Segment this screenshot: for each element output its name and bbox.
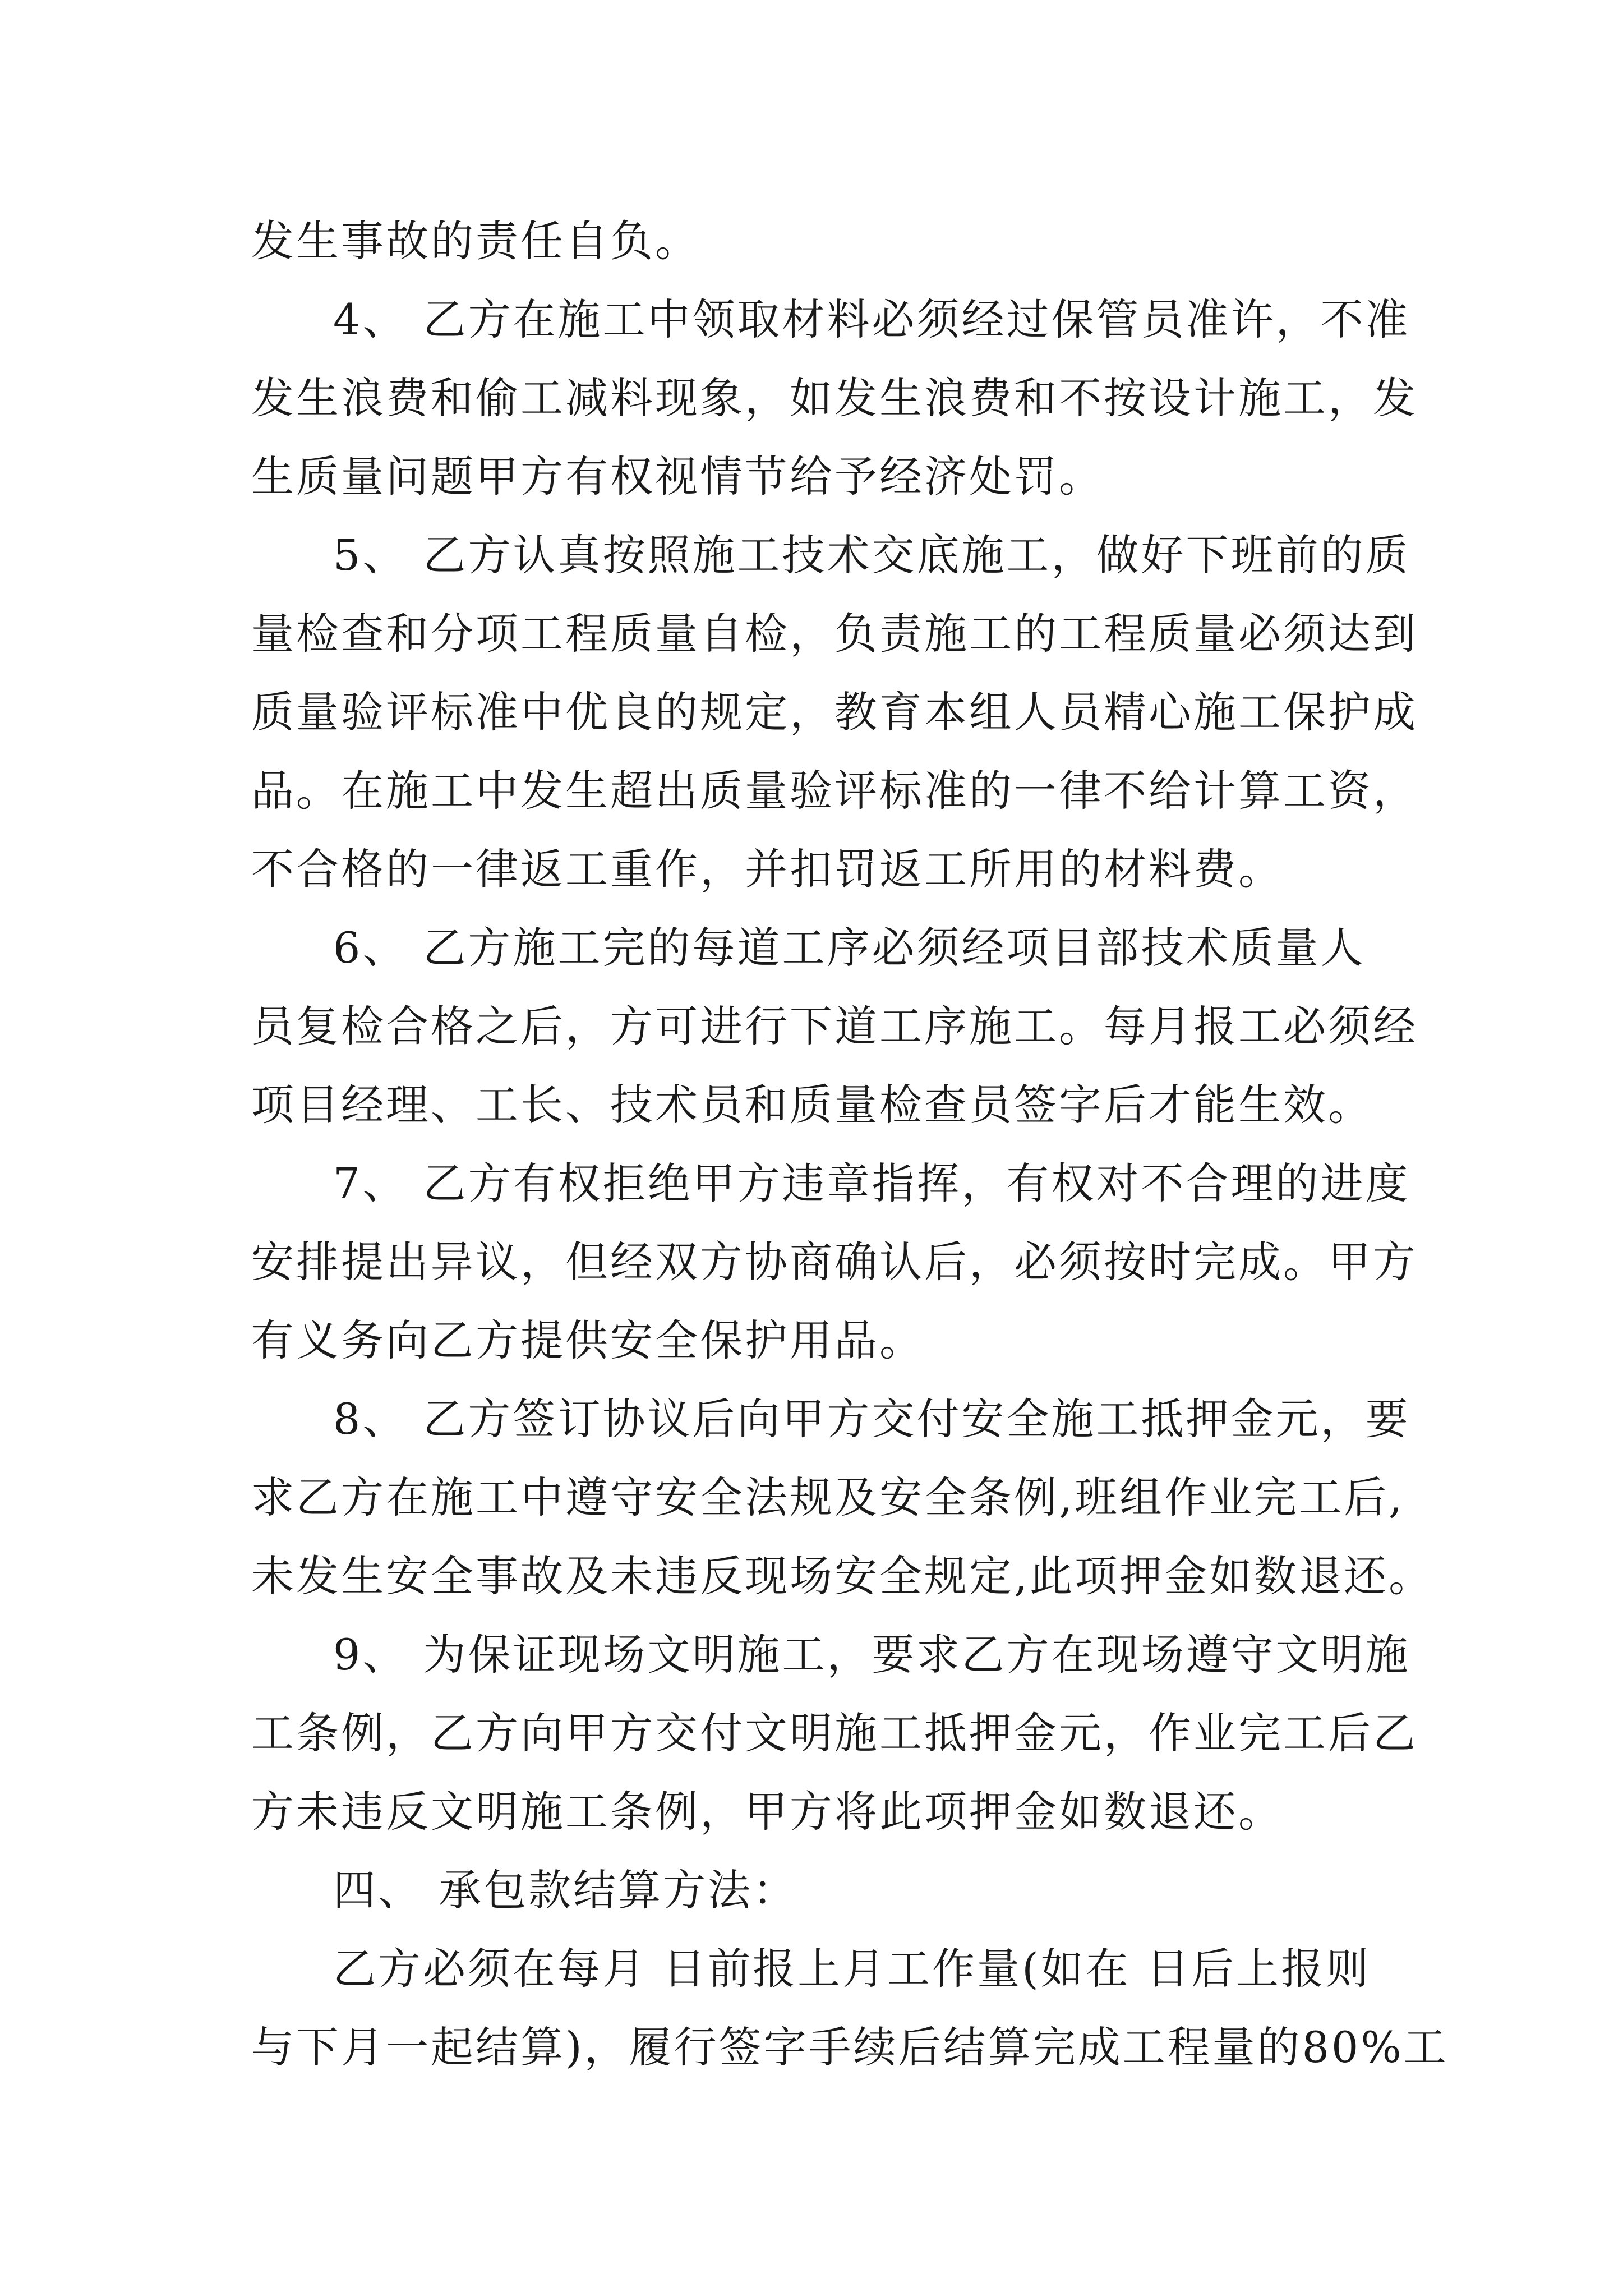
text-line-22: 四、 承包款结算方法：	[333, 1865, 798, 1915]
text-line-24: 与下月一起结算)，履行签字手续后结算完成工程量的80%工	[251, 2022, 1449, 2072]
text-line-14: 安排提出异议，但经双方协商确认后，必须按时完成。甲方	[251, 1237, 1418, 1287]
text-line-21: 方未违反文明施工条例，甲方将此项押金如数退还。	[251, 1787, 1283, 1837]
text-line-4: 生质量问题甲方有权视情节给予经济处罚。	[251, 452, 1104, 501]
text-line-23: 乙方必须在每月 日前报上月工作量(如在 日后上报则	[333, 1944, 1371, 1994]
text-line-10: 6、 乙方施工完的每道工序必须经项目部技术质量人	[333, 923, 1366, 973]
text-line-16: 8、 乙方签订协议后向甲方交付安全施工抵押金元，要	[333, 1394, 1410, 1444]
text-line-19: 9、 为保证现场文明施工，要求乙方在现场遵守文明施	[333, 1630, 1410, 1680]
text-line-9: 不合格的一律返工重作，并扣罚返工所用的材料费。	[251, 844, 1283, 894]
text-line-3: 发生浪费和偷工减料现象，如发生浪费和不按设计施工，发	[251, 373, 1418, 423]
text-line-15: 有义务向乙方提供安全保护用品。	[251, 1315, 924, 1365]
text-line-12: 项目经理、工长、技术员和质量检查员签字后才能生效。	[251, 1080, 1373, 1130]
text-line-1: 发生事故的责任自负。	[251, 216, 700, 266]
text-line-6: 量检查和分项工程质量自检，负责施工的工程质量必须达到	[251, 609, 1418, 659]
text-line-18: 未发生安全事故及未违反现场安全规定,此项押金如数退还。	[251, 1551, 1434, 1601]
text-line-11: 员复检合格之后，方可进行下道工序施工。每月报工必须经	[251, 1001, 1418, 1051]
text-line-8: 品。在施工中发生超出质量验评标准的一律不给计算工资，	[251, 766, 1418, 816]
text-line-2: 4、 乙方在施工中领取材料必须经过保管员准许，不准	[333, 295, 1410, 344]
text-line-17: 求乙方在施工中遵守安全法规及安全条例,班组作业完工后,	[251, 1473, 1405, 1522]
text-line-7: 质量验评标准中优良的规定，教育本组人员精心施工保护成	[251, 687, 1418, 737]
text-line-13: 7、 乙方有权拒绝甲方违章指挥，有权对不合理的进度	[333, 1158, 1410, 1208]
text-line-5: 5、 乙方认真按照施工技术交底施工，做好下班前的质	[333, 530, 1410, 580]
text-line-20: 工条例，乙方向甲方交付文明施工抵押金元，作业完工后乙	[251, 1708, 1418, 1758]
